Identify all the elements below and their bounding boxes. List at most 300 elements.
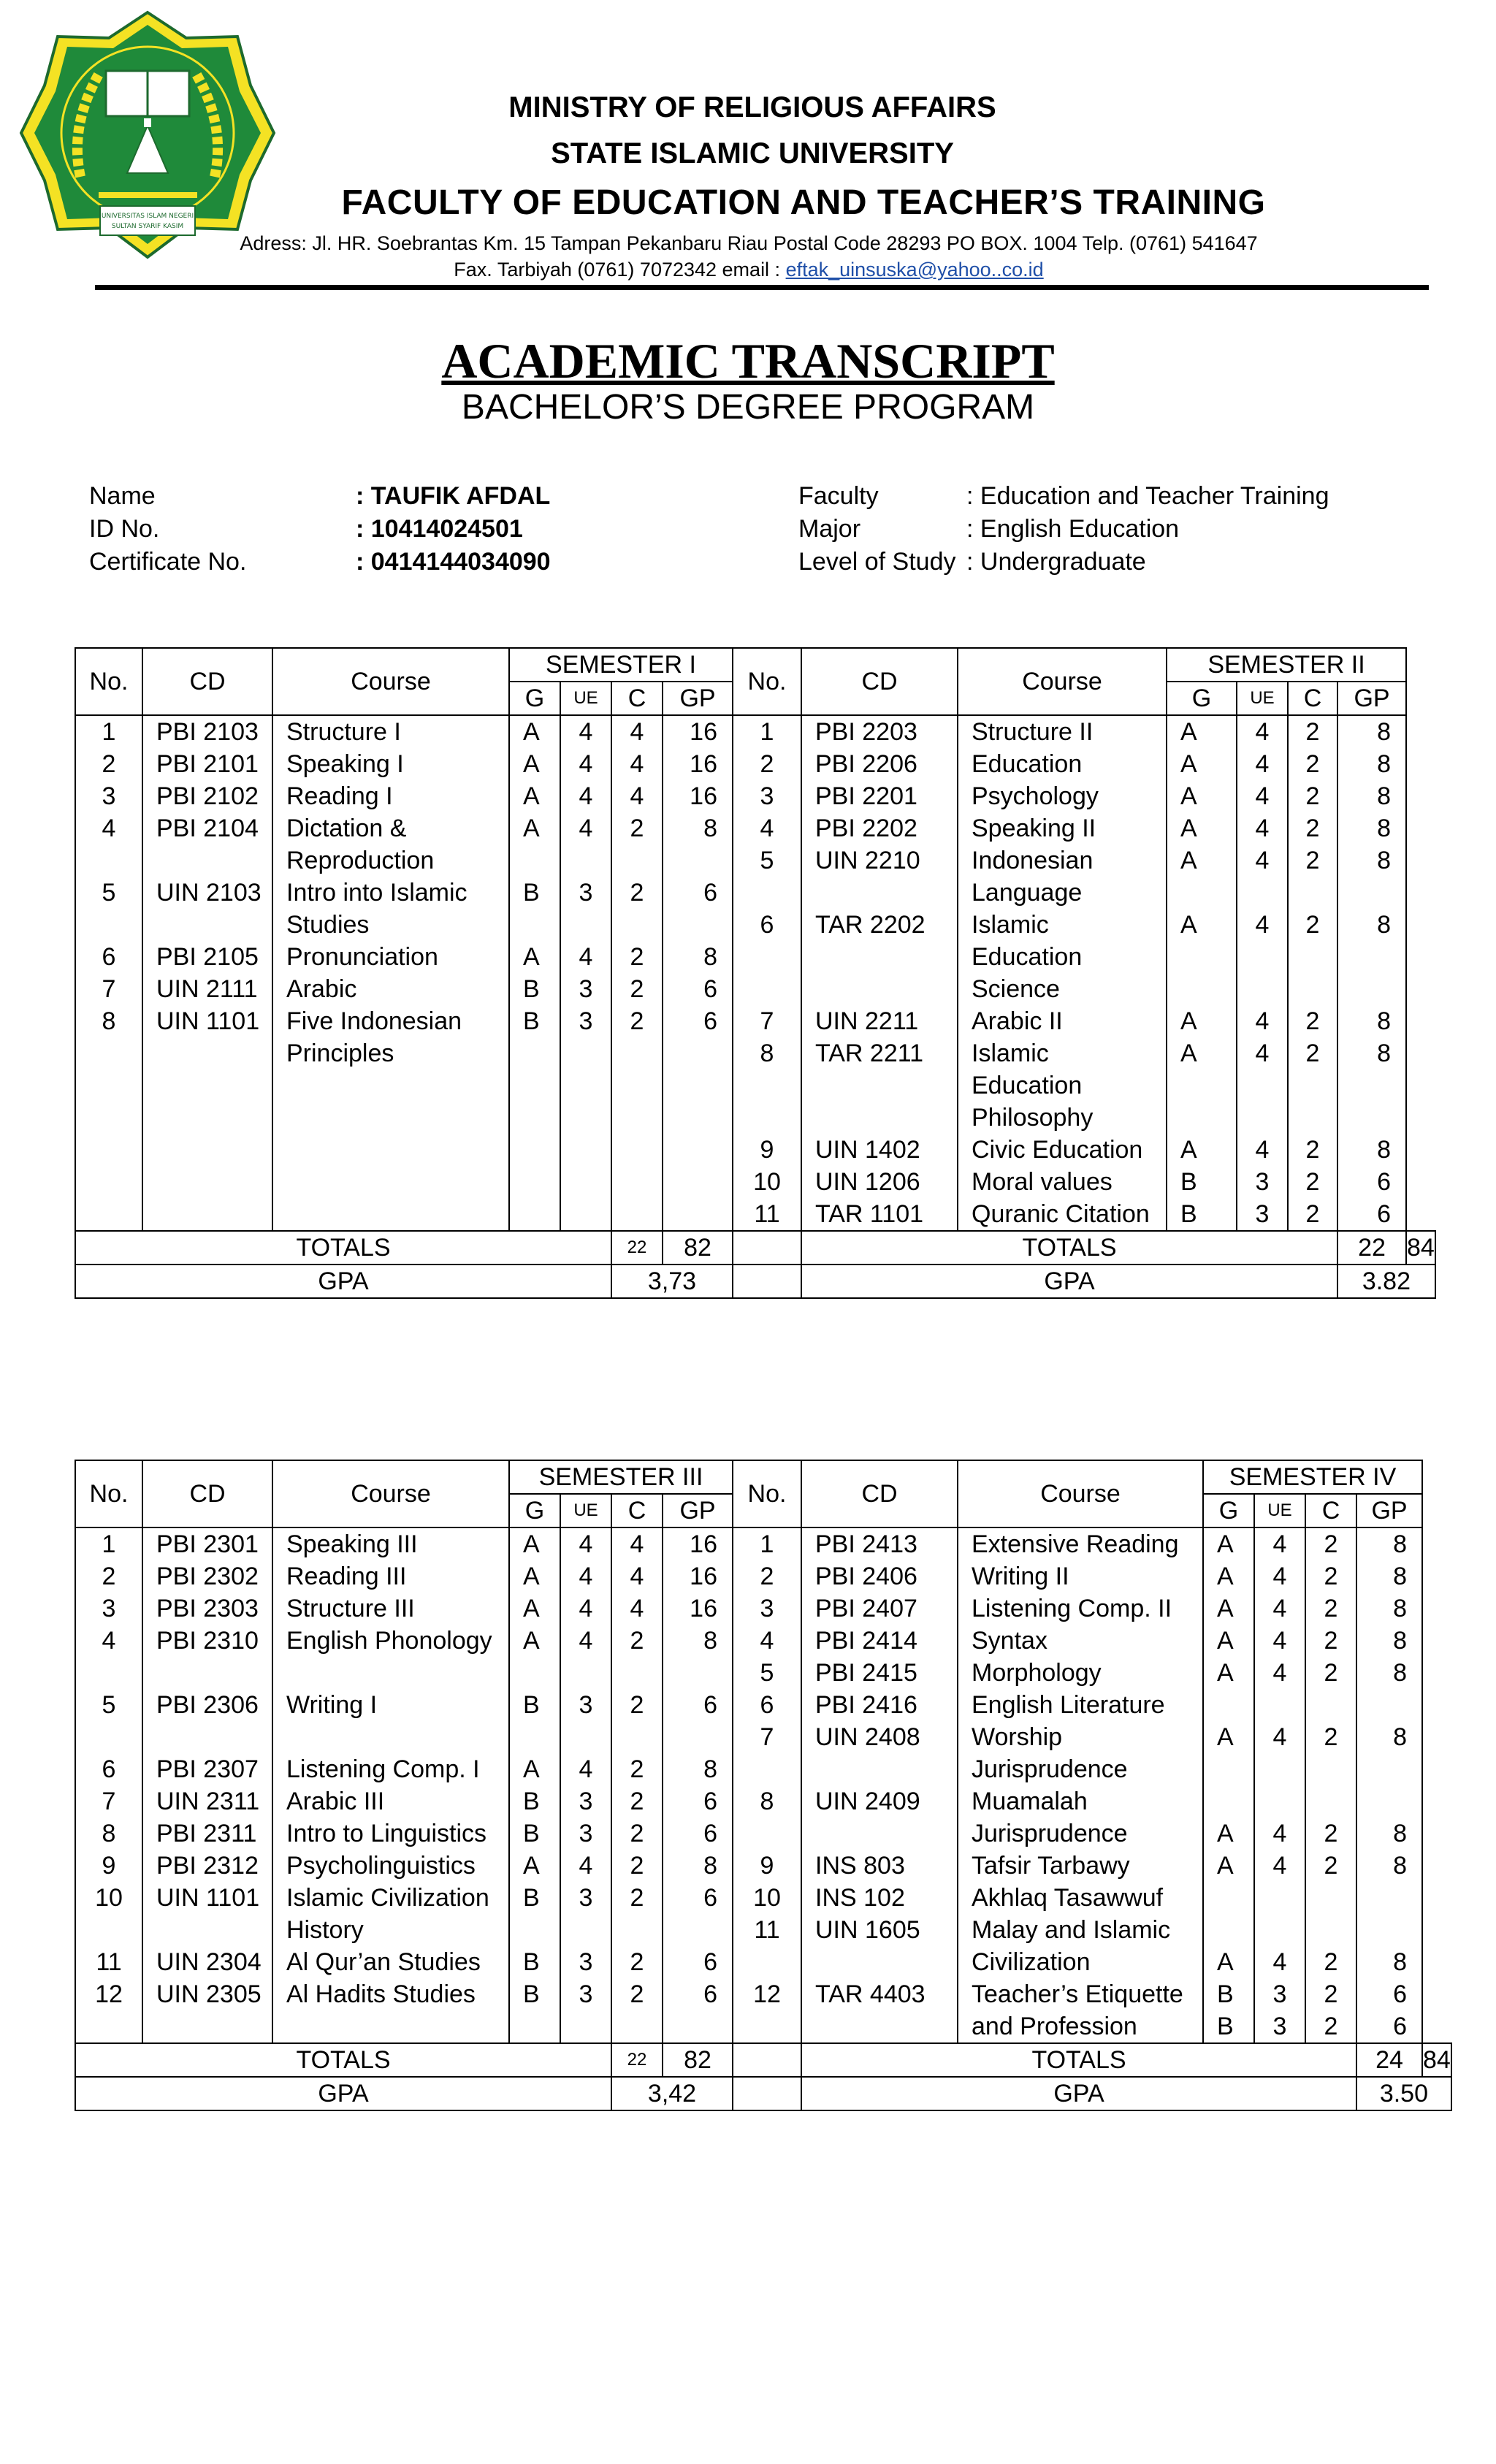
column-header-g: G <box>509 682 560 715</box>
cell-course: Al Hadits Studies <box>272 1978 509 2010</box>
cell-c: 2 <box>1288 1198 1337 1230</box>
cell-ue: 4 <box>1254 1657 1305 1689</box>
cell-ue: 4 <box>1237 812 1288 844</box>
cell-course <box>272 1102 509 1134</box>
table-row <box>75 1978 1451 2010</box>
cell-ue: 3 <box>560 1978 611 2010</box>
cell-c: 2 <box>611 973 663 1005</box>
cell-g: A <box>509 941 560 973</box>
cell-ue: 4 <box>560 812 611 844</box>
cell-c: 2 <box>1288 748 1337 780</box>
cell-no: 4 <box>733 812 801 844</box>
cell-gp: 6 <box>663 973 733 1005</box>
cell-g: A <box>1203 1560 1254 1593</box>
page-subtitle: BACHELOR’S DEGREE PROGRAM <box>461 388 1035 427</box>
cell-course: Studies <box>272 909 509 941</box>
cell-gp <box>1356 1882 1422 1914</box>
cell-course: Reading I <box>272 780 509 812</box>
cell-course <box>272 1657 509 1689</box>
cell-g: B <box>509 1005 560 1037</box>
cell-course: Writing I <box>272 1689 509 1721</box>
cell-g: A <box>1203 1625 1254 1657</box>
cell-course: Arabic II <box>958 1005 1167 1037</box>
cell-no: 5 <box>733 1657 801 1689</box>
cell-ue <box>560 1102 611 1134</box>
cell-c <box>1305 1689 1356 1721</box>
semester-header: SEMESTER III <box>509 1460 733 1494</box>
column-header-cd: CD <box>142 648 272 715</box>
cell-c: 2 <box>1305 1657 1356 1689</box>
table-row <box>75 780 1435 812</box>
cell-no: 1 <box>75 1527 142 1560</box>
cell-course <box>272 1721 509 1753</box>
cell-cd: PBI 2201 <box>801 780 958 812</box>
cell-ue: 3 <box>560 1005 611 1037</box>
table-row <box>75 1818 1451 1850</box>
cell-course: Writing II <box>958 1560 1203 1593</box>
cell-ue: 4 <box>1254 1593 1305 1625</box>
cell-no: 10 <box>733 1166 801 1198</box>
cell-g: A <box>1167 844 1237 877</box>
cell-g: A <box>1167 748 1237 780</box>
cell-cd: PBI 2311 <box>142 1818 272 1850</box>
ministry-line: MINISTRY OF RELIGIOUS AFFAIRS <box>508 91 996 123</box>
cell-gp: 8 <box>663 1850 733 1882</box>
cell-cd <box>142 1914 272 1946</box>
cell-cd: UIN 2311 <box>142 1785 272 1818</box>
cell-c: 2 <box>611 877 663 909</box>
cell-g <box>509 1166 560 1198</box>
cell-no: 2 <box>75 748 142 780</box>
totals-label: TOTALS <box>801 2043 1356 2077</box>
cell-c: 2 <box>1288 909 1337 941</box>
cell-cd: UIN 2111 <box>142 973 272 1005</box>
cell-g: B <box>509 1882 560 1914</box>
faculty-line: FACULTY OF EDUCATION AND TEACHER’S TRAINING <box>341 183 1266 222</box>
cell-ue <box>1254 1914 1305 1946</box>
cell-gp: 8 <box>1337 1037 1406 1069</box>
cell-ue <box>560 1037 611 1069</box>
cell-c <box>1305 1882 1356 1914</box>
cell-g <box>509 1102 560 1134</box>
cell-c: 2 <box>1288 715 1337 748</box>
level-value: : Undergraduate <box>966 548 1146 576</box>
cell-no <box>75 2010 142 2043</box>
cell-c: 2 <box>611 941 663 973</box>
cell-c <box>611 1198 663 1230</box>
cell-no: 6 <box>733 909 801 941</box>
cell-gp: 16 <box>663 715 733 748</box>
cell-cd <box>142 1721 272 1753</box>
cell-gp <box>1337 973 1406 1005</box>
column-header-course: Course <box>272 648 509 715</box>
cell-gp <box>663 1657 733 1689</box>
cell-c: 2 <box>611 1625 663 1657</box>
cell-c: 4 <box>611 1527 663 1560</box>
cell-cd <box>142 1198 272 1230</box>
cell-c: 2 <box>1305 1850 1356 1882</box>
cell-g: B <box>509 1689 560 1721</box>
total-credits: 22 <box>611 1231 663 1265</box>
cell-ue <box>560 1134 611 1166</box>
cell-cd: PBI 2415 <box>801 1657 958 1689</box>
cell-gp: 8 <box>663 812 733 844</box>
cell-cd: UIN 1605 <box>801 1914 958 1946</box>
cell-cd <box>801 1102 958 1134</box>
cell-gp: 8 <box>1356 1527 1422 1560</box>
cell-no: 1 <box>733 1527 801 1560</box>
cell-cd: UIN 2211 <box>801 1005 958 1037</box>
cell-no: 10 <box>75 1882 142 1914</box>
cell-gp: 16 <box>663 780 733 812</box>
cell-c: 2 <box>1288 1005 1337 1037</box>
cell-gp <box>663 844 733 877</box>
cell-gp: 8 <box>1356 1721 1422 1753</box>
column-header-g: G <box>1167 682 1237 715</box>
cell-c <box>1288 941 1337 973</box>
table-row <box>75 1593 1451 1625</box>
table-row <box>75 1850 1451 1882</box>
cell-course: Islamic <box>958 1037 1167 1069</box>
gpa-value: 3.82 <box>1337 1265 1435 1298</box>
cell-g <box>1203 1689 1254 1721</box>
table-row <box>75 812 1435 844</box>
cell-g: A <box>1203 1946 1254 1978</box>
cell-no: 9 <box>733 1134 801 1166</box>
cell-cd <box>142 1102 272 1134</box>
column-header-c: C <box>611 682 663 715</box>
cell-g: A <box>509 1593 560 1625</box>
table-row <box>75 973 1435 1005</box>
spacer-cell <box>733 2077 801 2110</box>
column-header-g: G <box>1203 1494 1254 1527</box>
cell-course: Pronunciation <box>272 941 509 973</box>
cell-cd: PBI 2414 <box>801 1625 958 1657</box>
header-rule <box>95 285 1429 290</box>
cell-c: 4 <box>611 748 663 780</box>
cell-course: Jurisprudence <box>958 1753 1203 1785</box>
cell-ue: 3 <box>560 1882 611 1914</box>
cell-no: 3 <box>75 1593 142 1625</box>
cell-ue: 4 <box>1237 1134 1288 1166</box>
cell-no <box>733 1946 801 1978</box>
cell-c: 2 <box>1305 1721 1356 1753</box>
table-row <box>75 1037 1435 1069</box>
cell-ue <box>1237 973 1288 1005</box>
cell-course: Reproduction <box>272 844 509 877</box>
cell-course: Arabic <box>272 973 509 1005</box>
cell-cd: PBI 2406 <box>801 1560 958 1593</box>
cell-g: B <box>1167 1198 1237 1230</box>
cell-ue: 4 <box>560 1560 611 1593</box>
cell-no <box>733 1818 801 1850</box>
cell-g <box>509 844 560 877</box>
cell-no <box>733 2010 801 2043</box>
cell-g: A <box>1203 1657 1254 1689</box>
address-line: Adress: Jl. HR. Soebrantas Km. 15 Tampan Pekanbaru Riau Postal Code 28293 PO BOX. 1004 Telp. (0761) 541647 <box>240 232 1258 254</box>
transcript-table <box>75 1460 1452 2111</box>
cell-cd: UIN 1101 <box>142 1882 272 1914</box>
cell-course: Akhlaq Tasawwuf <box>958 1882 1203 1914</box>
cell-gp: 8 <box>1356 1850 1422 1882</box>
total-grade-points: 84 <box>1422 2043 1451 2077</box>
cell-g <box>1203 1753 1254 1785</box>
cell-ue: 3 <box>560 1818 611 1850</box>
cell-ue: 3 <box>560 973 611 1005</box>
cell-g: A <box>509 1560 560 1593</box>
column-header-cd: CD <box>801 648 958 715</box>
cell-no <box>733 941 801 973</box>
cell-cd: UIN 2304 <box>142 1946 272 1978</box>
cell-g <box>509 1721 560 1753</box>
cell-gp: 16 <box>663 1560 733 1593</box>
cell-ue: 4 <box>560 715 611 748</box>
cell-g <box>1167 941 1237 973</box>
cell-gp <box>1337 941 1406 973</box>
cell-cd: PBI 2302 <box>142 1560 272 1593</box>
spacer-cell <box>733 1265 801 1298</box>
cell-c: 2 <box>611 1946 663 1978</box>
cell-ue: 3 <box>560 877 611 909</box>
spacer-cell <box>733 1231 801 1265</box>
cell-cd: PBI 2104 <box>142 812 272 844</box>
cell-no: 4 <box>75 812 142 844</box>
cell-g: A <box>509 1753 560 1785</box>
cell-c <box>1305 1753 1356 1785</box>
cell-gp: 6 <box>1356 1978 1422 2010</box>
column-header-no: No. <box>75 1460 142 1527</box>
cell-course: Malay and Islamic <box>958 1914 1203 1946</box>
cell-ue: 4 <box>1237 909 1288 941</box>
cell-c: 2 <box>611 1005 663 1037</box>
cell-no: 9 <box>733 1850 801 1882</box>
cell-ue <box>560 909 611 941</box>
cell-no <box>75 1166 142 1198</box>
cell-gp: 8 <box>663 1625 733 1657</box>
cell-g: A <box>1167 1134 1237 1166</box>
cell-gp: 6 <box>663 1818 733 1850</box>
cell-gp: 6 <box>663 1882 733 1914</box>
cell-course: and Profession <box>958 2010 1203 2043</box>
name-label: Name <box>89 482 156 510</box>
cell-ue: 4 <box>560 1850 611 1882</box>
cell-course: Psycholinguistics <box>272 1850 509 1882</box>
table-row <box>75 1625 1451 1657</box>
cell-gp: 8 <box>1337 715 1406 748</box>
table-row <box>75 748 1435 780</box>
cell-g <box>509 1037 560 1069</box>
cell-no: 9 <box>75 1850 142 1882</box>
university-logo <box>18 9 278 261</box>
cell-course: Speaking II <box>958 812 1167 844</box>
table-row <box>75 1946 1451 1978</box>
cell-cd: UIN 2103 <box>142 877 272 909</box>
cell-gp: 8 <box>1337 780 1406 812</box>
cell-no: 10 <box>733 1882 801 1914</box>
table-row <box>75 1914 1451 1946</box>
cell-ue: 3 <box>1254 1978 1305 2010</box>
cell-cd: PBI 2202 <box>801 812 958 844</box>
cell-ue: 3 <box>560 1689 611 1721</box>
column-header-cd: CD <box>142 1460 272 1527</box>
university-line: STATE ISLAMIC UNIVERSITY <box>551 137 954 169</box>
table-row <box>75 1166 1435 1198</box>
logo-text: UNIVERSITAS ISLAM NEGERI <box>101 213 194 220</box>
table-row <box>75 1102 1435 1134</box>
cell-gp <box>1337 877 1406 909</box>
column-header-ue: UE <box>1237 682 1288 715</box>
cell-gp <box>1356 1753 1422 1785</box>
cell-no: 12 <box>733 1978 801 2010</box>
cell-g: A <box>509 1625 560 1657</box>
table-row <box>75 1134 1435 1166</box>
cell-gp <box>663 1198 733 1230</box>
column-header-gp: GP <box>1356 1494 1422 1527</box>
cell-cd: PBI 2203 <box>801 715 958 748</box>
cell-g: B <box>1203 2010 1254 2043</box>
cell-g <box>509 1069 560 1102</box>
cell-cd <box>142 1037 272 1069</box>
cell-ue: 4 <box>1237 1005 1288 1037</box>
cell-g: B <box>509 877 560 909</box>
cell-g: B <box>509 1785 560 1818</box>
cell-no: 6 <box>75 941 142 973</box>
cell-gp: 6 <box>663 877 733 909</box>
cell-course: Worship <box>958 1721 1203 1753</box>
cell-no <box>75 1102 142 1134</box>
cell-ue <box>1254 1882 1305 1914</box>
cell-c: 2 <box>611 1753 663 1785</box>
gpa-label: GPA <box>801 2077 1356 2110</box>
cell-no: 4 <box>733 1625 801 1657</box>
cell-c: 4 <box>611 1593 663 1625</box>
cell-no <box>75 1914 142 1946</box>
total-grade-points: 84 <box>1406 1231 1435 1265</box>
cell-gp: 8 <box>1337 812 1406 844</box>
cell-course: Speaking III <box>272 1527 509 1560</box>
cell-ue: 4 <box>560 1753 611 1785</box>
cell-ue <box>560 1166 611 1198</box>
email-link[interactable]: eftak_uinsuska@yahoo..co.id <box>785 259 1044 281</box>
table-row <box>75 941 1435 973</box>
cell-ue: 4 <box>1254 1850 1305 1882</box>
cell-ue: 4 <box>1237 715 1288 748</box>
gpa-label: GPA <box>75 2077 611 2110</box>
cell-no: 6 <box>733 1689 801 1721</box>
table-header-row <box>75 648 1435 682</box>
table-row <box>75 1882 1451 1914</box>
cell-g: A <box>509 715 560 748</box>
cell-gp <box>1356 1785 1422 1818</box>
cell-gp: 8 <box>1356 1657 1422 1689</box>
cell-c <box>1288 1069 1337 1102</box>
cell-g: A <box>1167 812 1237 844</box>
cell-ue: 4 <box>560 1593 611 1625</box>
cell-cd <box>142 1069 272 1102</box>
total-grade-points: 82 <box>663 1231 733 1265</box>
total-grade-points: 82 <box>663 2043 733 2077</box>
cell-g: A <box>509 780 560 812</box>
cell-course: Intro to Linguistics <box>272 1818 509 1850</box>
cell-gp: 8 <box>1356 1946 1422 1978</box>
column-header-no: No. <box>75 648 142 715</box>
cell-gp: 8 <box>1337 844 1406 877</box>
table-row <box>75 1005 1435 1037</box>
cell-g <box>1203 1914 1254 1946</box>
column-header-c: C <box>1305 1494 1356 1527</box>
cell-no: 11 <box>733 1914 801 1946</box>
totals-row <box>75 1231 1435 1265</box>
cell-course: English Phonology <box>272 1625 509 1657</box>
cell-no: 1 <box>733 715 801 748</box>
cell-ue: 4 <box>1254 1818 1305 1850</box>
cell-course: Education <box>958 941 1167 973</box>
cell-cd: TAR 2202 <box>801 909 958 941</box>
cell-course: Intro into Islamic <box>272 877 509 909</box>
cell-c: 2 <box>1288 844 1337 877</box>
major-label: Major <box>798 515 861 543</box>
cell-cd <box>801 1946 958 1978</box>
cell-cd <box>142 844 272 877</box>
cell-course: Structure III <box>272 1593 509 1625</box>
cell-c: 2 <box>1305 1527 1356 1560</box>
cell-cd <box>142 1657 272 1689</box>
cell-g <box>1167 1069 1237 1102</box>
cell-ue: 4 <box>1254 1527 1305 1560</box>
cell-no: 2 <box>733 748 801 780</box>
cell-c <box>1288 973 1337 1005</box>
cell-c: 2 <box>1305 1560 1356 1593</box>
cell-gp: 6 <box>663 1946 733 1978</box>
cell-cd: INS 803 <box>801 1850 958 1882</box>
cell-cd <box>142 1134 272 1166</box>
cell-course <box>272 1198 509 1230</box>
cell-cd: PBI 2105 <box>142 941 272 973</box>
cell-gp <box>663 1721 733 1753</box>
cell-course: Listening Comp. II <box>958 1593 1203 1625</box>
cell-c: 2 <box>611 1882 663 1914</box>
cell-no: 11 <box>733 1198 801 1230</box>
cell-gp: 8 <box>1356 1818 1422 1850</box>
cell-cd <box>801 2010 958 2043</box>
cell-cd: INS 102 <box>801 1882 958 1914</box>
cell-c <box>611 1657 663 1689</box>
cell-c: 2 <box>1288 780 1337 812</box>
cell-gp: 6 <box>1337 1166 1406 1198</box>
cell-g: A <box>1203 1818 1254 1850</box>
cell-course: Reading III <box>272 1560 509 1593</box>
cell-cd: PBI 2103 <box>142 715 272 748</box>
cell-gp <box>663 1134 733 1166</box>
column-header-no: No. <box>733 648 801 715</box>
cell-c: 2 <box>611 1850 663 1882</box>
cell-g: B <box>1203 1978 1254 2010</box>
cell-no: 6 <box>75 1753 142 1785</box>
column-header-ue: UE <box>560 682 611 715</box>
cell-course <box>272 2010 509 2043</box>
cell-c <box>611 1134 663 1166</box>
major-value: : English Education <box>966 515 1180 543</box>
cell-cd: PBI 2303 <box>142 1593 272 1625</box>
cell-ue <box>560 2010 611 2043</box>
cell-gp: 8 <box>1337 1134 1406 1166</box>
cell-gp <box>663 1166 733 1198</box>
cell-no <box>75 1198 142 1230</box>
cell-gp: 6 <box>663 1689 733 1721</box>
cell-ue: 4 <box>560 941 611 973</box>
cell-g: B <box>509 1946 560 1978</box>
cell-gp: 8 <box>663 1753 733 1785</box>
